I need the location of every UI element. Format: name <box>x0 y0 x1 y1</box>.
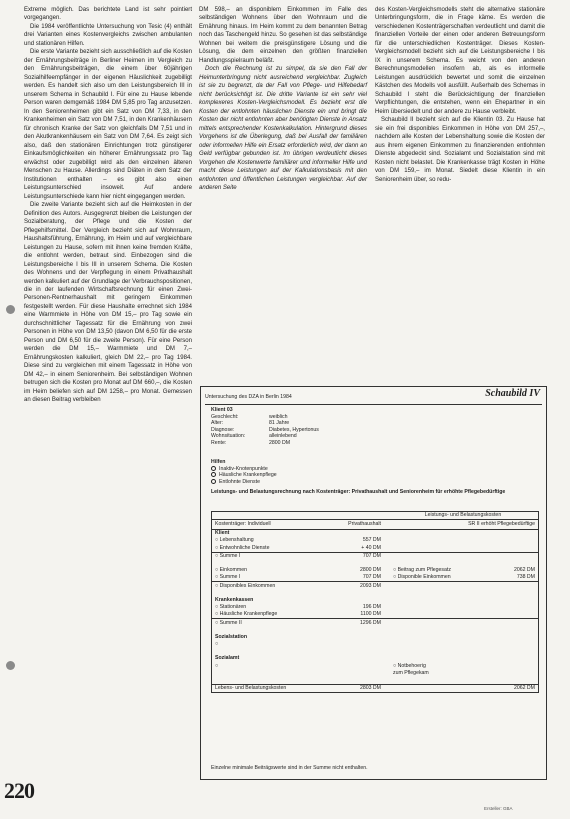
profile-row <box>211 414 451 421</box>
table-row <box>212 581 538 589</box>
table-cell: 707 DM <box>362 574 381 581</box>
table-row <box>212 597 538 604</box>
profile-key: Alter: <box>211 420 224 427</box>
table-row <box>212 677 538 684</box>
table-cell: 557 DM <box>362 537 381 544</box>
header-household: Privathaushalt <box>348 521 381 528</box>
table-cell: 2803 DM <box>359 685 381 692</box>
table-cell: 2093 DM <box>359 582 381 589</box>
table-row <box>212 634 538 641</box>
table-cell: ○ Notbehoerig <box>393 662 426 669</box>
table-cell: 1296 DM <box>359 619 381 626</box>
table-cell: 2062 DM <box>513 685 535 692</box>
figure-header <box>205 388 542 403</box>
table-cell: 707 DM <box>362 552 381 559</box>
paragraph: Die erste Variante bezieht sich ausschließlich auf die Kosten der Ernährungsbeiträge in Berliner Heimen im Vergleich zu den Ernährungsbeiträgen, die einem über 60jährigen Sozialhilfeempfänger in der eigenen Häuslichkeit zugebilligt werden. Es handelt sich also um den Leistungsbereich III in unserem Schema in Schaubild I. Für eine zu Hause lebende Person waren demgemäß 1984 DM 5,85 pro Tag anzusetzen. In den Seniorenheimen gibt ein Satz von DM 7,33, in den Krankenheimen ein Satz von DM 7,51, in den Krankenhäusern für chronisch Kranke der Satz von gleichfalls DM 7,51 und in den Akutkrankenhäusern ein Satz von DM 7,64. Es zeigt sich also, daß den stationären Einrichtungen trotz günstigerer Einkaufsmöglichkeiten ein höherer Ernährungssatz pro Tag erwächst oder zugebilligt wird als den einzelnen älteren Menschen zu Hause. Allerdings sind Diäten in dem Satz der Institutionen enthalten – es gibt also einen Leistungsunterschied insoweit. Auf andere Leistungsunterschiede kann hier nicht eingegangen werden. <box>24 49 192 200</box>
table-cell: zum Pflegekam <box>393 669 429 676</box>
header-cost-label: Leistungs- und Belastungskosten <box>424 512 502 519</box>
circle-marker-icon <box>211 466 216 471</box>
profile-value: 81 Jahre <box>269 420 290 427</box>
paragraph: des Kosten-Vergleichsmodells steht die alternative stationäre Unterbringungsform, die in Frage käme. Es werden die verschiedenen Kostenträgerschaften verdeutlicht und damit die finanziellen Vorteile der einen oder anderen Betreuungsform für die unterschiedlichen Kostenträger. Dieses Kosten-Vergleichsmodell bezieht sich auf die Leistungsbereiche I bis IX in unserem Schema. Es weicht von den anderen Berechnungsmodellen insofern ab, als es informelle Leistungen ausdrücklich bewertet und somit die einzelnen Kästchen des Modells voll ausfüllt. Außerhalb des Schemas in Schaubild I steht die Berücksichtigung der finanziellen Verpflichtungen, die entstehen, wenn ein Ehepartner in ein Heim übersiedelt und der andere zu Hause verbleibt. <box>375 7 545 115</box>
table-cell: ○ Disponibles Einkommen <box>215 582 276 589</box>
divider <box>205 404 542 405</box>
profile-row <box>211 427 451 434</box>
profile-key: Geschlecht: <box>211 413 239 420</box>
imprint: Ersteller: GBA <box>484 806 513 811</box>
table-row <box>212 648 538 655</box>
table-cell: ○ Disponible Einkommen <box>393 574 451 581</box>
profile-row <box>211 440 451 447</box>
figure-footnote: Einzelne minimale Beiträgswerte sind in der Summe nicht enthalten. <box>211 765 368 771</box>
help-item-label: Entlohnte Dienste <box>219 478 260 485</box>
table-row <box>212 611 538 618</box>
paragraph: Die zweite Variante bezieht sich auf die Heimkosten in der Definition des Autors. Ausgegrenzt bleiben die Leistungen der Sozialberatung, der Pflege und die Kosten der Pflegehilfsmittel. Der Vergleich bezieht sich auf Wohnraum, Haushaltsführung, Ernährung, im Heim und auf vergleichbare Leistungen zu Hause, sofern mit ihnen keine fremden Kräfte, die entlohnt werden, betraut sind. Einbezogen sind die Leistungsbereiche I bis III in unserem Schema. Die Kosten des Wohnens und der Verpflegung in einem Privathaushalt werden kalkuliert auf der Grundlage der Verbrauchspositionen, die in der laufenden Wirtschaftsrechnung für einen Zwei-Personen-Rentnerhaushalt mit geringem Einkommen festgestellt werden. Für diese Haushalte errechnet sich 1984 eine Warmmiete in Höhe von DM 15,– pro Tag sowie ein durchschnittlicher Tagessatz für die Ernährung von zwei Personen in Höhe von DM 13,50 (davon DM 6,50 für die erste Person und DM 6,50 für die zweite Person). Für eine Person werden die DM 15,– Warmmiete und DM 7,– Ernährungskosten kalkuliert, gleich DM 22,– pro Tag 1984. Diese sind zu vergleichen mit einem Tagessatz in Höhe von DM 42,– in einem Seniorenheim. Bei selbständigen Wohnen betrugen sich die Kosten pro Monat auf DM 660,–, die Kosten im Heim beliefen sich auf DM 1258,– pro Monat. Gemessen an diesen Beitrag verbleiben <box>24 202 192 404</box>
table-cell: 2062 DM <box>513 567 535 574</box>
figure-schaubild <box>200 386 547 780</box>
table-cell: Sozialstation <box>215 633 247 640</box>
circle-marker-icon <box>211 472 216 477</box>
paragraph: Die 1984 veröffentlichte Untersuchung von Tesic (4) enthält drei Varianten eines Kostenvergleichs zwischen ambulanten und stationären Hilfen. <box>24 23 192 47</box>
table-cell: ○ Häusliche Krankenpflege <box>215 611 278 618</box>
help-item-label: Häusliche Krankenpflege <box>219 472 277 479</box>
table-cell: ○ Summe I <box>215 552 241 559</box>
table-cell: ○ Summe II <box>215 619 242 626</box>
text-column-right <box>375 6 545 184</box>
table-row <box>212 552 538 560</box>
profile-value: alleinlebend <box>269 433 297 440</box>
table-cell: ○ Lebenshaltung <box>215 537 254 544</box>
client-profile <box>211 407 451 447</box>
table-cell: 196 DM <box>362 604 381 611</box>
table-row <box>212 544 538 551</box>
paragraph: Extreme möglich. Das berichtete Land ist sehr pointiert vorgegangen. <box>24 7 192 22</box>
help-item-label: Inaktiv-Knotenpunkte <box>219 465 268 472</box>
profile-key: Klient 03 <box>211 407 233 413</box>
table-header-top <box>212 512 538 519</box>
profile-key: Diagnose: <box>211 426 235 433</box>
figure-caption: Untersuchung des DZA in Berlin 1984 <box>205 394 292 400</box>
table-cell: ○ Beitrag zum Pflegesatz <box>393 567 451 574</box>
table-row <box>212 530 538 537</box>
table-title: Leistungs- und Belastungsrechnung nach Kostenträger: Privathaushalt und Seniorenheim für erhöhte Pflegebedürftige <box>211 489 506 495</box>
page-number: 220 <box>4 778 34 803</box>
table-row <box>212 590 538 597</box>
table-row <box>212 641 538 648</box>
help-item <box>211 472 451 479</box>
table-row <box>212 662 538 669</box>
cost-table <box>211 511 539 693</box>
profile-key: Wohnsituation: <box>211 433 246 440</box>
table-cell: ○ Einkommen <box>215 567 247 574</box>
table-row <box>212 626 538 633</box>
profile-value: Diabetes, Hypertonus <box>269 426 319 433</box>
table-cell: Krankenkassen <box>215 596 254 603</box>
table-cell: Sozialamt <box>215 655 240 662</box>
profile-row <box>211 433 451 440</box>
profile-value: 2800 DM <box>269 439 291 446</box>
help-item <box>211 479 451 486</box>
table-body <box>212 529 538 692</box>
table-cell: ○ Summe I <box>215 574 241 581</box>
header-home: SR II erhöht Pflegebedürftige <box>468 521 535 528</box>
table-cell: Klient <box>215 530 230 537</box>
table-cell: 738 DM <box>516 574 535 581</box>
table-row <box>212 567 538 574</box>
table-cell: 2800 DM <box>359 567 381 574</box>
profile-row <box>211 420 451 427</box>
table-header <box>212 519 538 529</box>
help-item <box>211 466 451 473</box>
table-cell: ○ <box>215 641 219 648</box>
table-row <box>212 670 538 677</box>
table-row <box>212 618 538 626</box>
profile-row <box>211 407 451 414</box>
profile-key: Rente: <box>211 439 227 446</box>
table-cell: Lebens- und Belastungskosten <box>215 685 287 692</box>
header-payer: Kostenträger: Individuell <box>215 521 271 528</box>
punch-hole <box>6 661 15 670</box>
circle-marker-icon <box>211 479 216 484</box>
text-column-left <box>24 6 192 405</box>
punch-hole <box>6 305 15 314</box>
table-row <box>212 655 538 662</box>
table-cell: + 40 DM <box>361 544 381 551</box>
paragraph: DM 598,– an disponiblem Einkommen im Falle des selbständigen Wohnens über den Wohnraum und die Ernährung hinaus. Im Heim kommt zu dem benannten Betrag noch das Taschengeld hinzu. So gesehen ist das selbständige Wohnen bei weitem die preisgünstigere Lösung und die Lösung, die dem einzelnen den größten finanziellen Handlungsspielraum beläßt. <box>199 7 367 64</box>
table-cell: ○ <box>215 662 219 669</box>
paragraph: Schaubild II bezieht sich auf die Klientin 03. Zu Hause hat sie ein frei disponibles Einkommen in Höhe von DM 257,–, nachdem alle Kosten der Lebenshaltung sowie die Kosten der aus ihrem eigenen Einkommen zu finanzierenden entlohnten Dienste abgedeckt sind. Sozialamt und Sozialstation sind mit Kosten nicht belastet. Die Krankenkasse trägt Kosten in Höhe von DM 159,– im Monat. Siedelt diese Klientin in ein Seniorenheim über, so redu- <box>375 117 545 183</box>
table-cell: 1100 DM <box>360 611 381 618</box>
table-cell: ○ Entwohnliche Dienste <box>215 544 270 551</box>
help-list <box>211 459 451 485</box>
paragraph: Doch die Rechnung ist zu simpel, da sie den Fall der Heimunterbringung nicht ausreichend vergleichbar. Zugleich ist sie zu begrenzt, da der Fall von Pflege- und Hilfebedarf nicht berücksichtigt ist. Die dritte Variante ist ein sehr viel komplexeres Kosten-Vergleichsmodell. Es bezieht erst die Kosten der entlohnten häuslichen Dienste ein und bringt die Kosten der nicht entlohnten aber benötigten Dienste in Ansatz mittels entsprechender Kostenkalkulation. Hintergrund dieses Vorgehens ist die Überlegung, daß bei Ausfall der familiären oder informellen Hilfe ein Ersatz erforderlich wird, der dann an Geld verfügbar gebunden ist. Im übrigen verdeutlicht dieses Vorgehen die Kostenwerte familiärer und informeller Hilfe und macht diese Leistungen auf der Kalkulationsbasis mit den entlohnten und öffentlichen Leistungen vergleichbar. Auf der anderen Seite <box>199 66 367 192</box>
profile-value: weiblich <box>269 413 288 420</box>
text-column-middle <box>199 6 367 193</box>
table-cell: ○ Stationären <box>215 604 247 611</box>
table-row <box>212 574 538 581</box>
table-row <box>212 537 538 544</box>
table-row <box>212 560 538 567</box>
figure-label: Schaubild IV <box>485 388 540 399</box>
table-row <box>212 604 538 611</box>
help-list-title: Hilfen <box>211 459 226 465</box>
table-row <box>212 684 538 692</box>
